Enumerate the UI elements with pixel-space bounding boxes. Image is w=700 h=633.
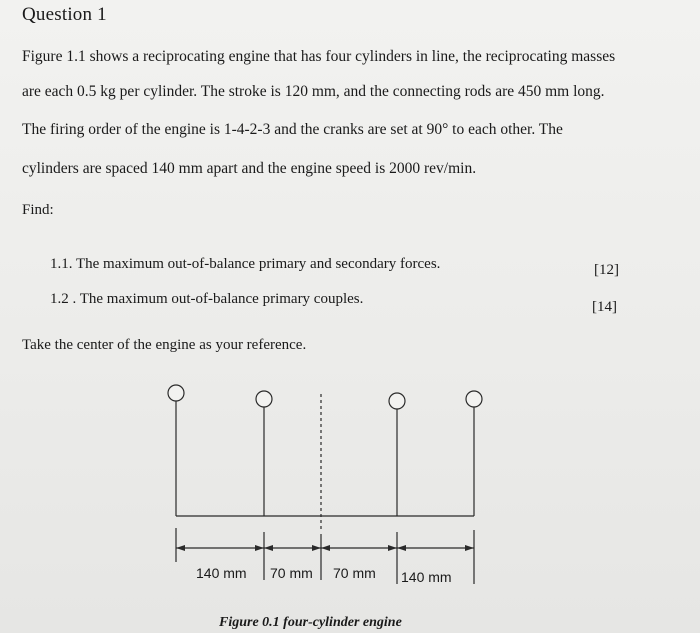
piston-1-circle <box>168 385 184 401</box>
task-1-2: 1.2 . The maximum out-of-balance primary couples. <box>50 291 364 307</box>
arrowhead <box>255 545 264 551</box>
dimension-label-4: 140 mm <box>401 569 452 585</box>
find-label: Find: <box>22 202 54 218</box>
arrowhead <box>397 545 406 551</box>
arrowhead <box>321 545 330 551</box>
problem-text-line-1: Figure 1.1 shows a reciprocating engine that has four cylinders in line, the reciprocating masses <box>22 48 616 65</box>
piston-2-circle <box>256 391 272 407</box>
figure-caption: Figure 0.1 four-cylinder engine <box>219 615 402 630</box>
arrowhead <box>176 545 185 551</box>
problem-text-line-2: are each 0.5 kg per cylinder. The stroke is 120 mm, and the connecting rods are 450 mm long. <box>22 83 605 100</box>
problem-text-line-4: cylinders are spaced 140 mm apart and the engine speed is 2000 rev/min. <box>22 160 477 177</box>
piston-4-circle <box>466 391 482 407</box>
question-title: Question 1 <box>22 4 107 25</box>
task-1-1-marks: [12] <box>594 262 619 278</box>
arrowhead <box>388 545 397 551</box>
task-1-2-marks: [14] <box>592 299 617 315</box>
piston-3-circle <box>389 393 405 409</box>
arrowhead <box>312 545 321 551</box>
dimension-label-1: 140 mm <box>196 565 247 581</box>
arrowhead <box>465 545 474 551</box>
reference-note: Take the center of the engine as your reference. <box>22 337 307 353</box>
task-1-1: 1.1. The maximum out-of-balance primary and secondary forces. <box>50 256 441 272</box>
arrowhead <box>264 545 273 551</box>
dimension-label-3: 70 mm <box>333 565 376 581</box>
problem-text-line-3: The firing order of the engine is 1-4-2-3 and the cranks are set at 90° to each other. The <box>22 121 563 138</box>
dimension-label-2: 70 mm <box>270 565 313 581</box>
